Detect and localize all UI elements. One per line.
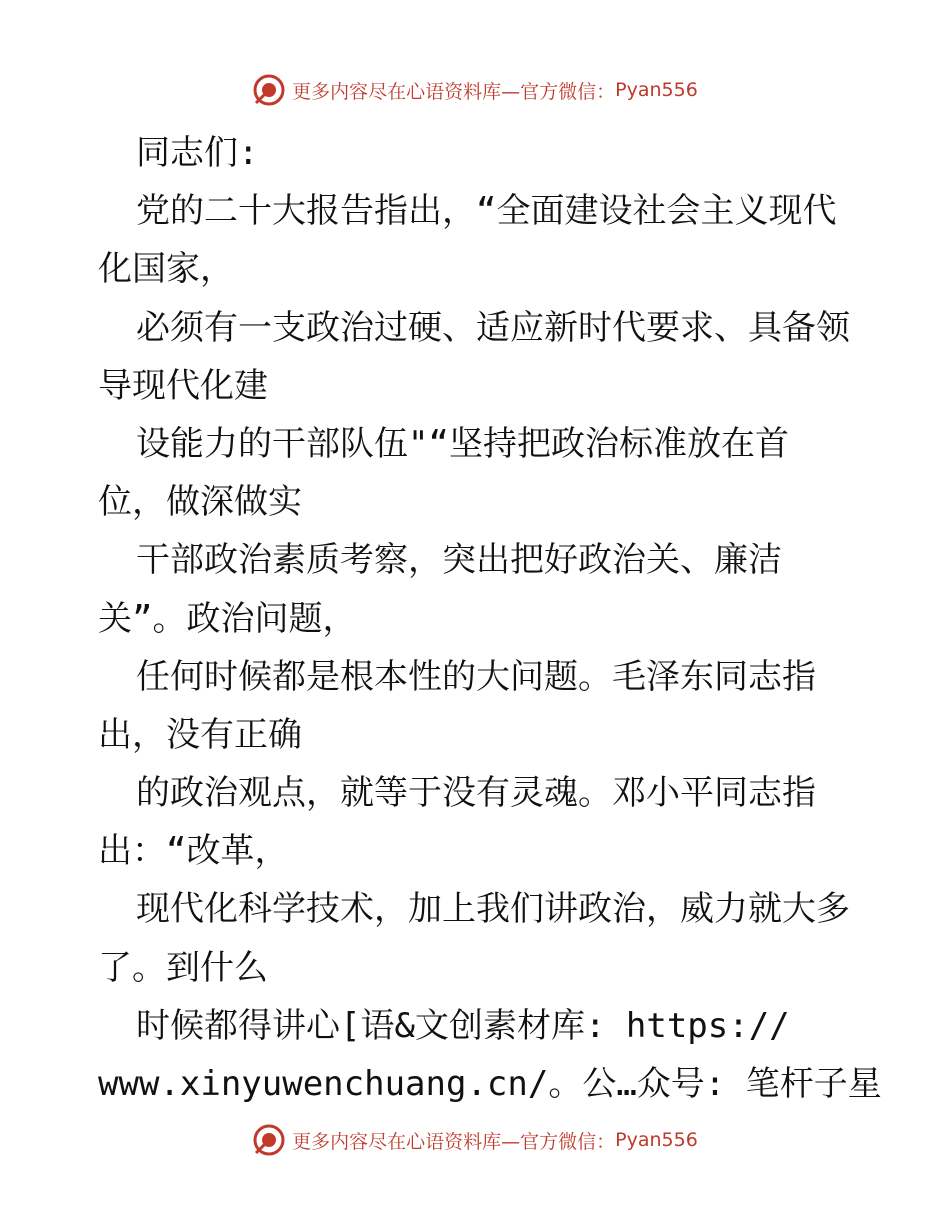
wechat-id: Pyan556	[615, 79, 698, 101]
document-body	[98, 124, 898, 1113]
wechat-id: Pyan556	[615, 1129, 698, 1151]
paragraph-line: 的政治观点，就等于没有灵魂。邓小平同志指	[136, 773, 816, 814]
paragraph-line: 同志们:	[136, 133, 259, 173]
paragraph-line: 化国家，	[98, 249, 234, 290]
paragraph-line: 设能力的干部队伍"“坚持把政治标准放在首	[136, 423, 789, 464]
paragraph-line: 了。到什么	[98, 947, 268, 988]
footer-banner	[0, 1122, 950, 1158]
paragraph-line: 时候都得讲心[语&文创素材库: https://	[136, 1005, 790, 1046]
banner-text: 更多内容尽在心语资料库—官方微信：	[292, 80, 616, 103]
brand-logo-icon	[252, 73, 286, 107]
paragraph-line: 干部政治素质考察，突出把好政治关、廉洁	[136, 540, 782, 581]
paragraph-line: 必须有一支政治过硬、适应新时代要求、具备领	[136, 307, 850, 348]
paragraph-line: 导现代化建	[98, 365, 268, 406]
paragraph-line: www.xinyuwenchuang.cn/。公…众号: 笔杆子星	[98, 1064, 882, 1104]
paragraph-line: 现代化科学技术，加上我们讲政治，威力就大多	[136, 889, 850, 930]
paragraph-line: 任何时候都是根本性的大问题。毛泽东同志指	[136, 656, 816, 697]
paragraph-line: 关”。政治问题，	[98, 598, 357, 639]
brand-logo-icon	[252, 1123, 286, 1157]
banner-text: 更多内容尽在心语资料库—官方微信：	[292, 1130, 616, 1153]
paragraph-line: 出：“改革，	[98, 831, 289, 872]
paragraph-line: 党的二十大报告指出，“全面建设社会主义现代	[136, 191, 837, 232]
header-banner	[0, 72, 950, 108]
paragraph-line: 出，没有正确	[98, 714, 302, 755]
paragraph-line: 位，做深做实	[98, 482, 302, 523]
